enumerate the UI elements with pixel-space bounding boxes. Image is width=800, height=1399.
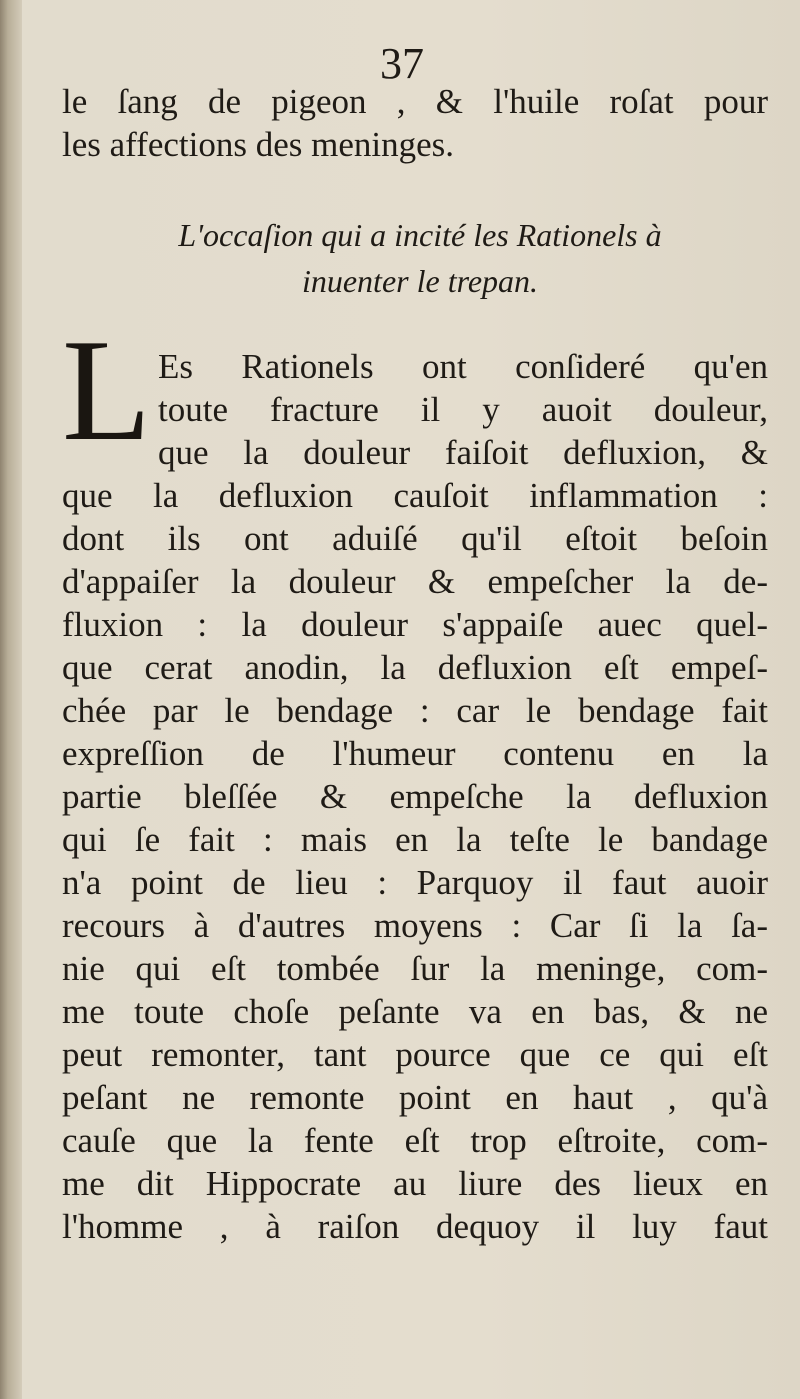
text-line: le ſang de pigeon , & l'huile roſat pour: [62, 82, 768, 121]
text-line: me toute choſe peſante va en bas, & ne: [62, 992, 768, 1031]
text-line: recours à d'autres moyens : Car ſi la ſa-: [62, 906, 768, 945]
text-line: peſant ne remonte point en haut , qu'à: [62, 1078, 768, 1117]
text-line: les affections des meninges.: [62, 125, 455, 164]
text-line: fluxion : la douleur s'appaiſe auec quel-: [62, 605, 768, 644]
text-line: chée par le bendage : car le bendage fait: [62, 691, 768, 730]
book-spine-shadow: [0, 0, 22, 1399]
text-line: toute fracture il y auoit douleur,: [158, 390, 768, 429]
top-paragraph: [62, 80, 768, 166]
text-line: qui ſe fait : mais en la teſte le bandage: [62, 820, 768, 859]
page-number: 37: [380, 39, 424, 88]
text-line: me dit Hippocrate au liure des lieux en: [62, 1164, 768, 1203]
text-line: nie qui eſt tombée ſur la meninge, com-: [62, 949, 768, 988]
body-paragraph: [62, 474, 768, 1248]
text-line: cauſe que la fente eſt trop eſtroite, com-: [62, 1121, 768, 1160]
text-line: partie bleſſée & empeſche la defluxion: [62, 777, 768, 816]
text-line: d'appaiſer la douleur & empeſcher la de-: [62, 562, 768, 601]
heading-line: inuenter le trepan.: [301, 263, 539, 299]
text-line: que la douleur faiſoit defluxion, &: [158, 433, 768, 472]
text-line: peut remonter, tant pource que ce qui eſt: [62, 1035, 768, 1074]
drop-cap: L: [62, 309, 152, 471]
text-line: que cerat anodin, la defluxion eſt empeſ-: [62, 648, 768, 687]
text-line: n'a point de lieu : Parquoy il faut auoir: [62, 863, 768, 902]
body-paragraph-start: [62, 345, 768, 474]
text-line: dont ils ont aduiſé qu'il eſtoit beſoin: [62, 519, 768, 558]
text-line: l'homme , à raiſon dequoy il luy faut: [62, 1207, 768, 1246]
heading-line: L'occaſion qui a incité les Rationels à: [178, 217, 662, 253]
text-line: expreſſion de l'humeur contenu en la: [62, 734, 768, 773]
text-line: Es Rationels ont conſideré qu'en: [158, 347, 768, 386]
text-line: que la defluxion cauſoit inflammation :: [62, 476, 768, 515]
section-heading: [100, 212, 740, 304]
